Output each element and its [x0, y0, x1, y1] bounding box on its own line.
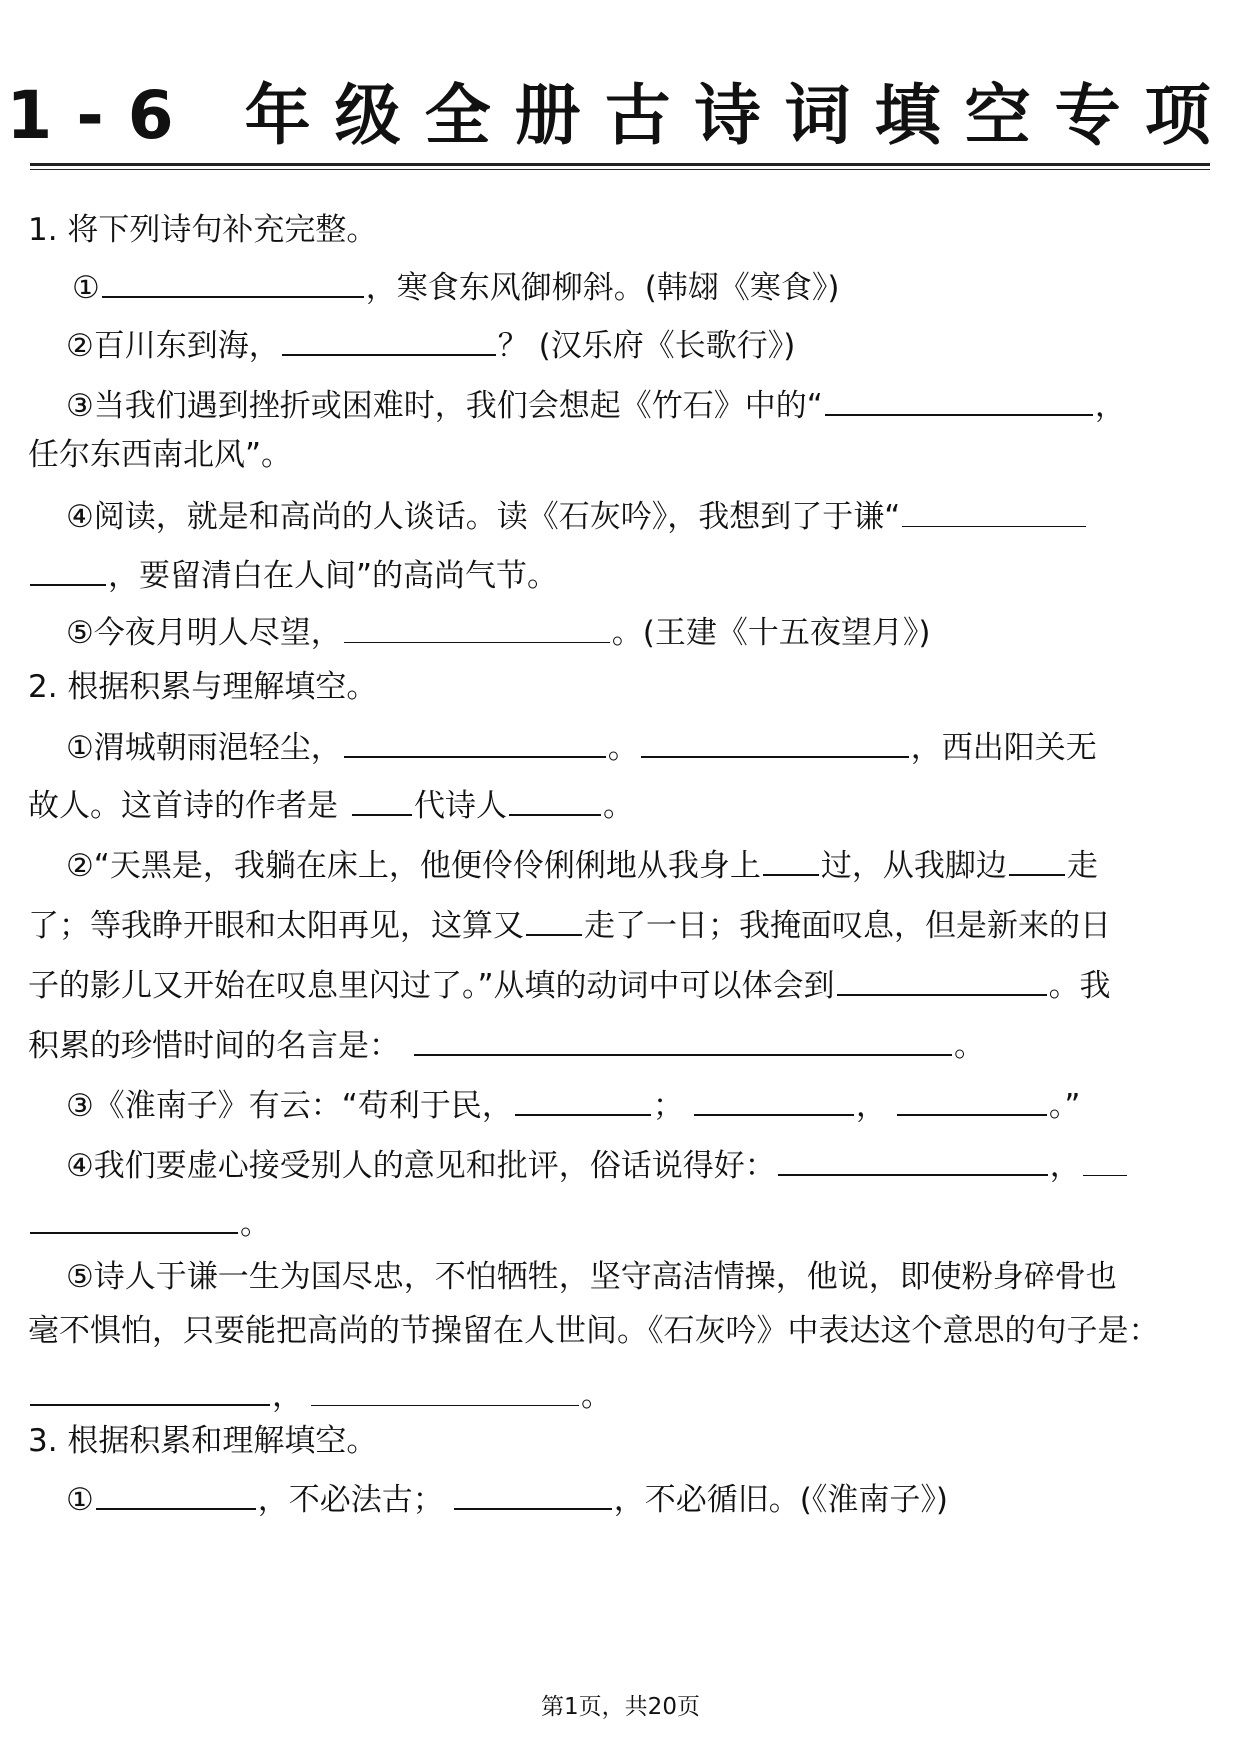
q2-item-4-comma: ， — [1049, 1148, 1081, 1184]
answer-blank[interactable] — [763, 836, 819, 876]
q2-item-3-text: ③《淮南子》有云：“苟利于民， — [66, 1088, 513, 1124]
q3-item-1-num: ① — [66, 1482, 94, 1518]
q1-item-3-text: ③当我们遇到挫折或困难时，我们会想起《竹石》中的“ — [66, 388, 823, 424]
q1-item-2 — [66, 316, 1241, 376]
q2-item-2-text-6: 子的影儿又开始在叹息里闪过了。”从填的动词中可以体会到 — [28, 968, 835, 1004]
q2-item-2-text-2: 过，从我脚边 — [820, 848, 1007, 884]
q2-item-5-line-2: 毫不惧怕，只要能把高尚的节操留在人世间。《石灰吟》中表达这个意思的句子是： — [28, 1313, 1160, 1349]
answer-blank[interactable] — [102, 258, 364, 298]
q2-item-2-text-5: 走了一日；我掩面叹息，但是新来的日 — [584, 908, 1111, 944]
q2-item-3 — [66, 1076, 1241, 1136]
q1-item-5-text: ⑤今夜月明人尽望， — [66, 615, 342, 651]
q1-item-3-comma: ， — [1094, 388, 1126, 424]
q1-item-4-cont — [28, 546, 1241, 606]
q2-item-2-text-7: 。我 — [1048, 968, 1111, 1004]
question-3-heading: 3. 根据积累和理解填空。 — [28, 1423, 378, 1459]
q1-item-5-text-end: 。(王建《十五夜望月》) — [611, 615, 931, 651]
answer-blank[interactable] — [515, 1076, 651, 1116]
q1-item-3-cont: 任尔东西南北风”。 — [28, 437, 293, 473]
q1-item-1-num: ① — [72, 270, 100, 306]
q1-item-2-text-end: ？ (汉乐府《长歌行》) — [497, 328, 796, 364]
answer-blank[interactable] — [694, 1076, 854, 1116]
q1-item-4 — [66, 488, 1241, 548]
answer-blank[interactable] — [825, 376, 1093, 416]
q2-item-2-text-9: 。 — [954, 1028, 985, 1064]
q2-item-2 — [66, 836, 1241, 896]
q2-item-1 — [66, 718, 1241, 778]
page-footer: 第1页，共20页 — [541, 1694, 700, 1720]
q2-item-4-text: ④我们要虚心接受别人的意见和批评，俗话说得好： — [66, 1148, 776, 1184]
title-rule-thin — [30, 169, 1210, 170]
answer-blank[interactable] — [509, 776, 601, 816]
q1-item-1 — [72, 258, 1241, 318]
q2-item-2-line-4 — [28, 1016, 1241, 1076]
q2-item-4-cont — [28, 1194, 1241, 1254]
q1-item-4-text: ④阅读，就是和高尚的人谈话。读《石灰吟》，我想到了于谦“ — [66, 499, 901, 535]
answer-blank[interactable] — [96, 1470, 256, 1510]
answer-blank[interactable] — [526, 896, 582, 936]
answer-blank[interactable] — [30, 546, 106, 586]
q3-item-1-text: ，不必法古； — [257, 1482, 444, 1518]
title-rule-thick — [30, 163, 1210, 166]
answer-blank[interactable] — [344, 718, 606, 758]
answer-blank[interactable] — [778, 1136, 1048, 1176]
q3-item-1 — [66, 1470, 1241, 1530]
q2-item-5-comma: ， — [272, 1378, 303, 1414]
answer-blank[interactable] — [902, 488, 1086, 527]
q2-item-4 — [66, 1136, 1241, 1196]
q2-item-1-text-5: 。 — [603, 788, 634, 824]
answer-blank[interactable] — [897, 1076, 1047, 1116]
q2-item-2-line-3 — [28, 956, 1241, 1016]
answer-blank[interactable] — [414, 1016, 952, 1056]
q2-item-2-text-3: 走 — [1066, 848, 1098, 884]
q1-item-3 — [66, 376, 1241, 436]
q2-item-1-text: ①渭城朝雨浥轻尘， — [66, 730, 342, 766]
q2-item-3-end: 。” — [1048, 1088, 1081, 1124]
answer-blank[interactable] — [311, 1367, 579, 1406]
q2-item-2-text-8: 积累的珍惜时间的名言是： — [28, 1028, 400, 1064]
q2-item-1-period: 。 — [607, 730, 639, 766]
q3-item-1-text-2: ，不必循旧。(《淮南子》) — [613, 1482, 948, 1518]
q1-item-1-text: ，寒食东风御柳斜。(韩翃《寒食》) — [365, 270, 840, 306]
q2-item-3-comma: ， — [855, 1088, 887, 1124]
q2-item-2-line-2 — [28, 896, 1241, 956]
answer-blank[interactable] — [30, 1366, 270, 1406]
q2-item-1-text-3: 故人。这首诗的作者是 — [28, 788, 338, 824]
q1-item-5 — [66, 604, 1241, 664]
answer-blank[interactable] — [1083, 1137, 1127, 1176]
q1-item-2-text: ②百川东到海， — [66, 328, 280, 364]
q1-item-4-text-end: ，要留清白在人间”的高尚气节。 — [108, 558, 559, 594]
q2-item-5: ⑤诗人于谦一生为国尽忠，不怕牺牲，坚守高洁情操，他说，即使粉身碎骨也 — [66, 1259, 1117, 1295]
answer-blank[interactable] — [641, 718, 909, 758]
q2-item-2-text-4: 了；等我睁开眼和太阳再见，这算又 — [28, 908, 524, 944]
answer-blank[interactable] — [282, 316, 496, 356]
q2-item-2-text: ②“天黑是，我躺在床上，他便伶伶俐俐地从我身上 — [66, 848, 761, 884]
q2-item-3-semicolon: ； — [652, 1088, 684, 1124]
q2-item-5-end: 。 — [581, 1378, 612, 1414]
answer-blank[interactable] — [1009, 836, 1065, 876]
answer-blank[interactable] — [344, 604, 610, 643]
q2-item-4-end: 。 — [240, 1206, 271, 1242]
answer-blank[interactable] — [454, 1470, 612, 1510]
answer-blank[interactable] — [352, 776, 412, 816]
q2-item-1-text-4: 代诗人 — [414, 788, 507, 824]
page-title: 1-6 年级全册古诗词填空专项 — [6, 77, 1235, 154]
q2-item-1-text-2: ，西出阳关无 — [910, 730, 1097, 766]
answer-blank[interactable] — [30, 1194, 238, 1234]
question-2-heading: 2. 根据积累与理解填空。 — [28, 669, 378, 705]
q2-item-1-cont — [28, 776, 1241, 836]
answer-blank[interactable] — [837, 956, 1047, 996]
question-1-heading: 1. 将下列诗句补充完整。 — [28, 212, 378, 248]
